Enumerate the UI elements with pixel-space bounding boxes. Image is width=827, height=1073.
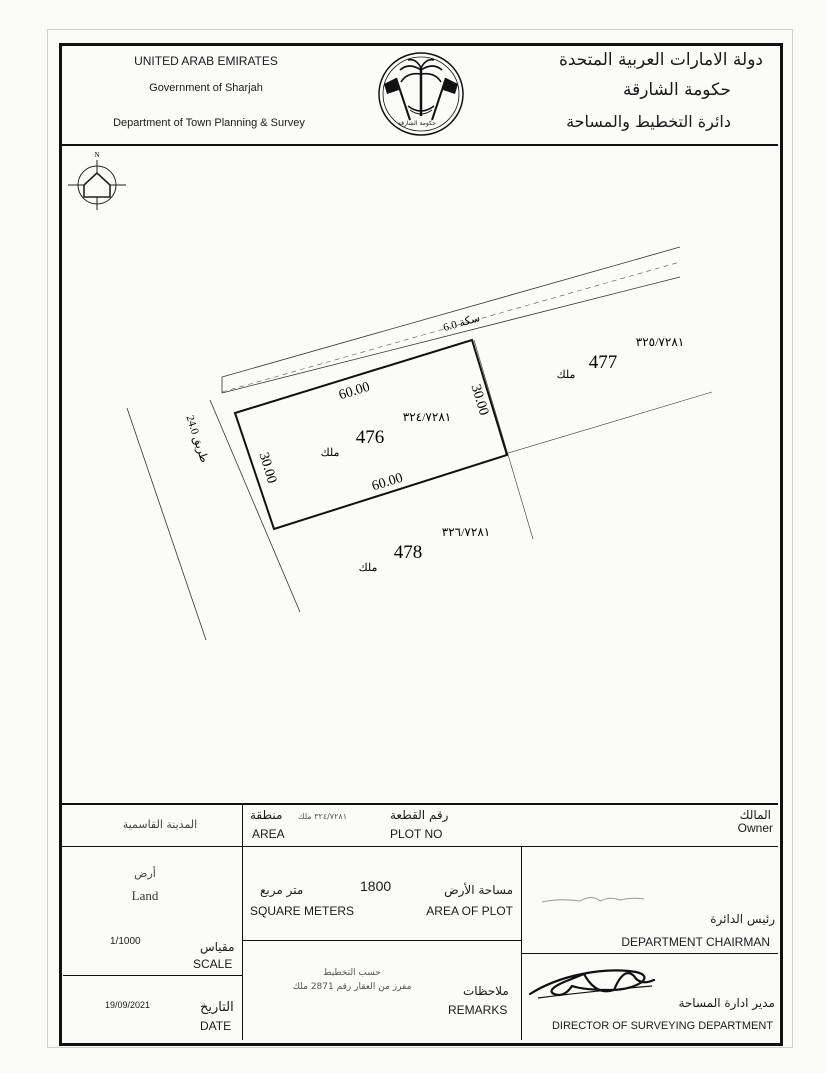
lane-edge-line [222,277,680,393]
table-row-line [522,953,778,954]
country-ar: دولة الامارات العربية المتحدة [558,50,763,70]
chairman-signature [540,888,650,912]
scale-en: SCALE [193,957,233,971]
owner-label-en: Owner [737,821,773,835]
government-en: Government of Sharjah [149,82,263,94]
boundary-line [505,392,712,454]
table-col-line [242,804,243,1040]
department-en: Department of Town Planning & Survey [113,117,305,129]
plot-476-code: ٣٢٤/٧٢٨١ [402,410,452,424]
plot-477-number: 477 [588,352,618,373]
dimension-right: 30.00 [467,382,492,418]
chairman-ar: رئيس الدائرة [710,912,775,926]
land-type-ar: أرض [134,867,156,880]
department-ar: دائرة التخطيط والمساحة [566,112,731,131]
date-value: 19/09/2021 [105,1000,151,1010]
remarks-ar: ملاحظات [463,984,509,998]
land-type-en: Land [131,888,159,903]
plot-477-code: ٣٢٥/٧٢٨١ [635,335,685,349]
plot-no-label-en: PLOT NO [390,827,443,841]
emblem-caption: حكومة الشارقة [397,120,436,127]
remarks-en: REMARKS [448,1003,508,1017]
scale-ar: مقياس [200,940,235,954]
plot-area-value: 1800 [360,878,392,894]
plot-476-owner: ملك [320,447,340,459]
owner-label-ar: المالك [739,808,771,822]
director-en: DIRECTOR OF SURVEYING DEPARTMENT [551,1020,773,1032]
dimension-bottom: 60.00 [370,470,405,495]
north-arrow-icon [68,160,126,210]
area-of-plot-ar: مساحة الأرض [444,883,513,897]
road-edge-line [210,400,300,612]
unit-ar: متر مربع [260,883,304,897]
remarks-line2: مفرز من العقار رقم 2871 ملك [292,982,412,992]
director-ar: مدير ادارة المساحة [678,996,775,1010]
area-of-plot-en: AREA OF PLOT [426,904,513,918]
unit-en: SQUARE METERS [250,904,355,918]
plot-477-owner: ملك [556,369,576,381]
area-name: المدينة القاسمية [122,818,198,831]
director-signature [524,960,664,1004]
plot-478-owner: ملك [358,562,378,574]
date-en: DATE [200,1019,232,1033]
remarks-line1: حسب التخطيط [323,968,381,978]
country-en: UNITED ARAB EMIRATES [134,54,278,68]
table-top-line [62,803,778,805]
plot-476-number: 476 [355,427,385,448]
plot-no-label-ar: رقم القطعة [390,808,449,822]
road-label: طريق 24.0 [183,413,211,465]
lane-label: سكة 6.0 [441,312,482,335]
boundary-line [474,340,533,539]
government-ar: حكومة الشارقة [622,80,731,100]
area-label-en: AREA [252,827,285,841]
table-row-line [243,940,521,941]
table-row-line [62,846,778,847]
dimension-top: 60.00 [337,379,372,404]
plot-no-value: ٣٢٤/٧٢٨١ ملك [298,812,347,821]
area-label-ar: منطقة [250,808,283,822]
date-ar: التاريخ [200,1000,234,1015]
plot-478-number: 478 [393,542,423,563]
table-row-line [63,975,242,976]
dimension-left: 30.00 [255,450,280,486]
scale-value: 1/1000 [110,936,141,947]
plot-478-code: ٣٢٦/٧٢٨١ [441,525,491,539]
chairman-en: DEPARTMENT CHAIRMAN [621,935,770,949]
north-label: N [94,151,100,159]
table-col-line [521,847,522,1040]
